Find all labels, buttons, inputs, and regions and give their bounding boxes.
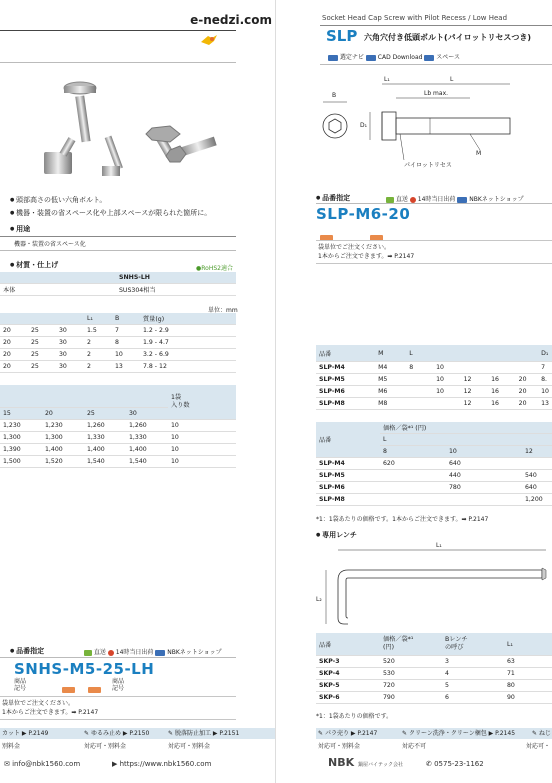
price-table: 品番 価格／袋*¹ (円) L 8 10 12 SLP-M4 620 640 SLP-M5 440 540 SLP-M6 780 640 SLP-M8 1,200 bbox=[316, 422, 552, 506]
service-note: 対応可・別料金 bbox=[318, 743, 361, 750]
table-row: 20 25 30 2 10 3.2 - 6.9 bbox=[0, 349, 236, 361]
spec-table: 品番 M L D₁ SLP-M4 M4 8 10 7 SLP-M5 M5 10 12 16 20 8. SLP-M6 M6 10 12 16 20 10 SLP-M8 M8 12 16 20 13 bbox=[316, 345, 552, 410]
feature-bullet: ● 機器・装置の省スペース化や上部スペースが限られた箇所に。 bbox=[10, 208, 211, 218]
service-icons: 直送 14時当日出荷 NBKネットショップ bbox=[84, 647, 222, 656]
dim-label-l1: L₁ bbox=[384, 76, 390, 83]
product-subtitle: Socket Head Cap Screw with Pilot Recess / Low Head bbox=[322, 14, 508, 22]
dim-label-m: M bbox=[476, 150, 482, 157]
space-icon bbox=[424, 55, 434, 61]
order-note: 袋単位でご注文ください。 1本からご注文できます。➡ P.2147 bbox=[0, 696, 236, 720]
table-row: 20 25 30 2 8 1.9 - 4.7 bbox=[0, 337, 236, 349]
feature-bullet: ● 頭部高さの低い六角ボルト。 bbox=[10, 195, 106, 205]
phone-number[interactable]: ✆ 0575-23-1162 bbox=[426, 760, 484, 768]
table-row: SKP-3 520 3 63 bbox=[316, 656, 552, 668]
table-row: 1,500 1,520 1,540 1,540 10 bbox=[0, 456, 236, 468]
table-row: SLP-M4 M4 8 10 7 bbox=[316, 362, 552, 374]
truck-icon bbox=[386, 197, 394, 203]
cut-service[interactable]: カット ▶ P.2149 bbox=[2, 730, 49, 737]
dimension-drawing bbox=[320, 68, 552, 178]
wrench-label-l2: L₂ bbox=[316, 596, 322, 603]
leaf-icon: ● bbox=[196, 265, 202, 272]
netshop-link[interactable]: NBKネットショップ bbox=[469, 196, 524, 203]
wrench-table: 品番 価格／袋*¹ (円) Bレンチ の呼び L₁ SKP-3 520 3 63 SKP-4 530 4 71 SKP-5 720 5 80 SKP-6 790 6 90 bbox=[316, 633, 552, 704]
service-icons: 直送 14時当日出荷 NBKネットショップ bbox=[386, 194, 524, 203]
truck-icon bbox=[84, 650, 92, 656]
clock-icon bbox=[108, 650, 114, 656]
table-header-row: L₁ B 質量(g) bbox=[0, 313, 236, 325]
website-link[interactable]: ▶ https://www.nbk1560.com bbox=[112, 760, 212, 768]
left-service-bar bbox=[0, 728, 276, 739]
service-note: 対応不可 bbox=[402, 743, 427, 750]
service-note: 対応可・ bbox=[526, 743, 551, 750]
use-text: 機器・装置の省スペース化 bbox=[14, 241, 86, 248]
brand-logo: NBK 鍋屋バイテック会社 bbox=[328, 756, 403, 769]
screw-service[interactable]: ✎ ねじ bbox=[532, 730, 551, 737]
order-heading: ● 品番指定 bbox=[316, 193, 350, 203]
product-photo bbox=[20, 66, 220, 184]
wrench-heading: ● 専用レンチ bbox=[316, 530, 357, 540]
price-footnote: *1：1袋あたりの価格です。1本からご注文できます。➡ P.2147 bbox=[316, 516, 489, 523]
site-logo: e-nedzi.com bbox=[190, 13, 272, 27]
service-note: 別料金 bbox=[2, 743, 21, 750]
wrench-drawing bbox=[316, 540, 552, 630]
loosening-service[interactable]: ✎ ゆるみ止め ▶ P.2150 bbox=[84, 730, 150, 737]
unit-label: 単位：mm bbox=[208, 307, 238, 314]
table-row: SKP-4 530 4 71 bbox=[316, 668, 552, 680]
table-row: SLP-M5 M5 10 12 16 20 8. bbox=[316, 374, 552, 386]
navi-icon bbox=[328, 55, 338, 61]
right-service-bar bbox=[316, 728, 552, 739]
table-row: 20 25 30 2 13 7.8 - 12 bbox=[0, 361, 236, 373]
product-code: SLP bbox=[326, 27, 358, 45]
dimension-table bbox=[0, 313, 236, 373]
netshop-link[interactable]: NBKネットショップ bbox=[167, 649, 222, 656]
dim-label-lb: Lb max. bbox=[424, 90, 449, 97]
material-table: SNHS-LH 本体 SUS304相当 bbox=[0, 272, 236, 296]
table-row: 20 25 30 1.5 7 1.2 - 2.9 bbox=[0, 325, 236, 337]
shop-icon bbox=[155, 650, 165, 656]
price-table: 1袋 入り数 15 20 25 30 1,230 1,230 1,260 1,260 10 1,300 1,300 1,330 1,330 10 1,390 1,400 1,400 1,400 10 1,500 1,520 1,540 1,540 10 bbox=[0, 385, 236, 468]
table-row: 1,230 1,230 1,260 1,260 10 bbox=[0, 420, 236, 432]
table-row: 1,300 1,300 1,330 1,330 10 bbox=[0, 432, 236, 444]
order-heading: ● 品番指定 bbox=[10, 646, 44, 656]
email-link[interactable]: ✉ info@nbk1560.com bbox=[4, 760, 81, 768]
wrench-footnote: *1：1袋あたりの価格です。 bbox=[316, 713, 393, 720]
order-part-number: SNHS-M5-25-LH bbox=[14, 660, 155, 678]
cad-icon bbox=[366, 55, 376, 61]
space-link[interactable]: スペース bbox=[436, 54, 460, 61]
code-label: 商品 記号 bbox=[112, 678, 125, 692]
dim-label-d1: D₁ bbox=[360, 122, 368, 129]
use-heading: ● 用途 bbox=[10, 224, 30, 234]
service-note: 対応可・別料金 bbox=[168, 743, 211, 750]
single-sale-service[interactable]: ✎ パラ売り ▶ P.2147 bbox=[318, 730, 378, 737]
wrench-label-l1: L₁ bbox=[436, 542, 442, 549]
table-row: SLP-M6 780 640 bbox=[316, 482, 552, 494]
mascot-icon bbox=[200, 32, 218, 46]
dropout-service[interactable]: ✎ 脱落防止加工 ▶ P.2151 bbox=[168, 730, 240, 737]
service-note: 対応可・別料金 bbox=[84, 743, 127, 750]
dim-label-b: B bbox=[332, 92, 337, 99]
shop-icon bbox=[457, 197, 467, 203]
table-row: SKP-5 720 5 80 bbox=[316, 680, 552, 692]
table-row: SKP-6 790 6 90 bbox=[316, 692, 552, 704]
cad-download-link[interactable]: CAD Download bbox=[377, 54, 423, 61]
doc-links bbox=[328, 52, 460, 61]
table-row: SLP-M8 1,200 bbox=[316, 494, 552, 506]
selection-navi-link[interactable]: 選定ナビ bbox=[339, 54, 364, 61]
clock-icon bbox=[410, 197, 416, 203]
table-row: SLP-M6 M6 10 12 16 20 10 bbox=[316, 386, 552, 398]
table-row: 1,390 1,400 1,400 1,400 10 bbox=[0, 444, 236, 456]
clean-service[interactable]: ✎ クリーン洗浄・クリーン梱包 ▶ P.2145 bbox=[402, 730, 516, 737]
product-title: 六角穴付き低頭ボルト(パイロットリセスつき) bbox=[364, 33, 532, 42]
code-label: 商品 記号 bbox=[14, 678, 27, 692]
dim-label-recess: パイロットリセス bbox=[404, 162, 452, 169]
table-row: SLP-M4 620 640 bbox=[316, 458, 552, 470]
order-part-number: SLP-M6-20 bbox=[316, 205, 411, 223]
material-heading: ● 材質・仕上げ bbox=[10, 260, 58, 270]
table-row: SLP-M8 M8 12 16 20 13 bbox=[316, 398, 552, 410]
table-row: SLP-M5 440 540 bbox=[316, 470, 552, 482]
order-note: 袋単位でご注文ください。 1本からご注文できます。➡ P.2147 bbox=[316, 240, 552, 264]
right-page bbox=[276, 0, 552, 783]
rohs-badge: ●RoHS2適合 bbox=[196, 265, 233, 272]
dim-label-l: L bbox=[450, 76, 454, 83]
